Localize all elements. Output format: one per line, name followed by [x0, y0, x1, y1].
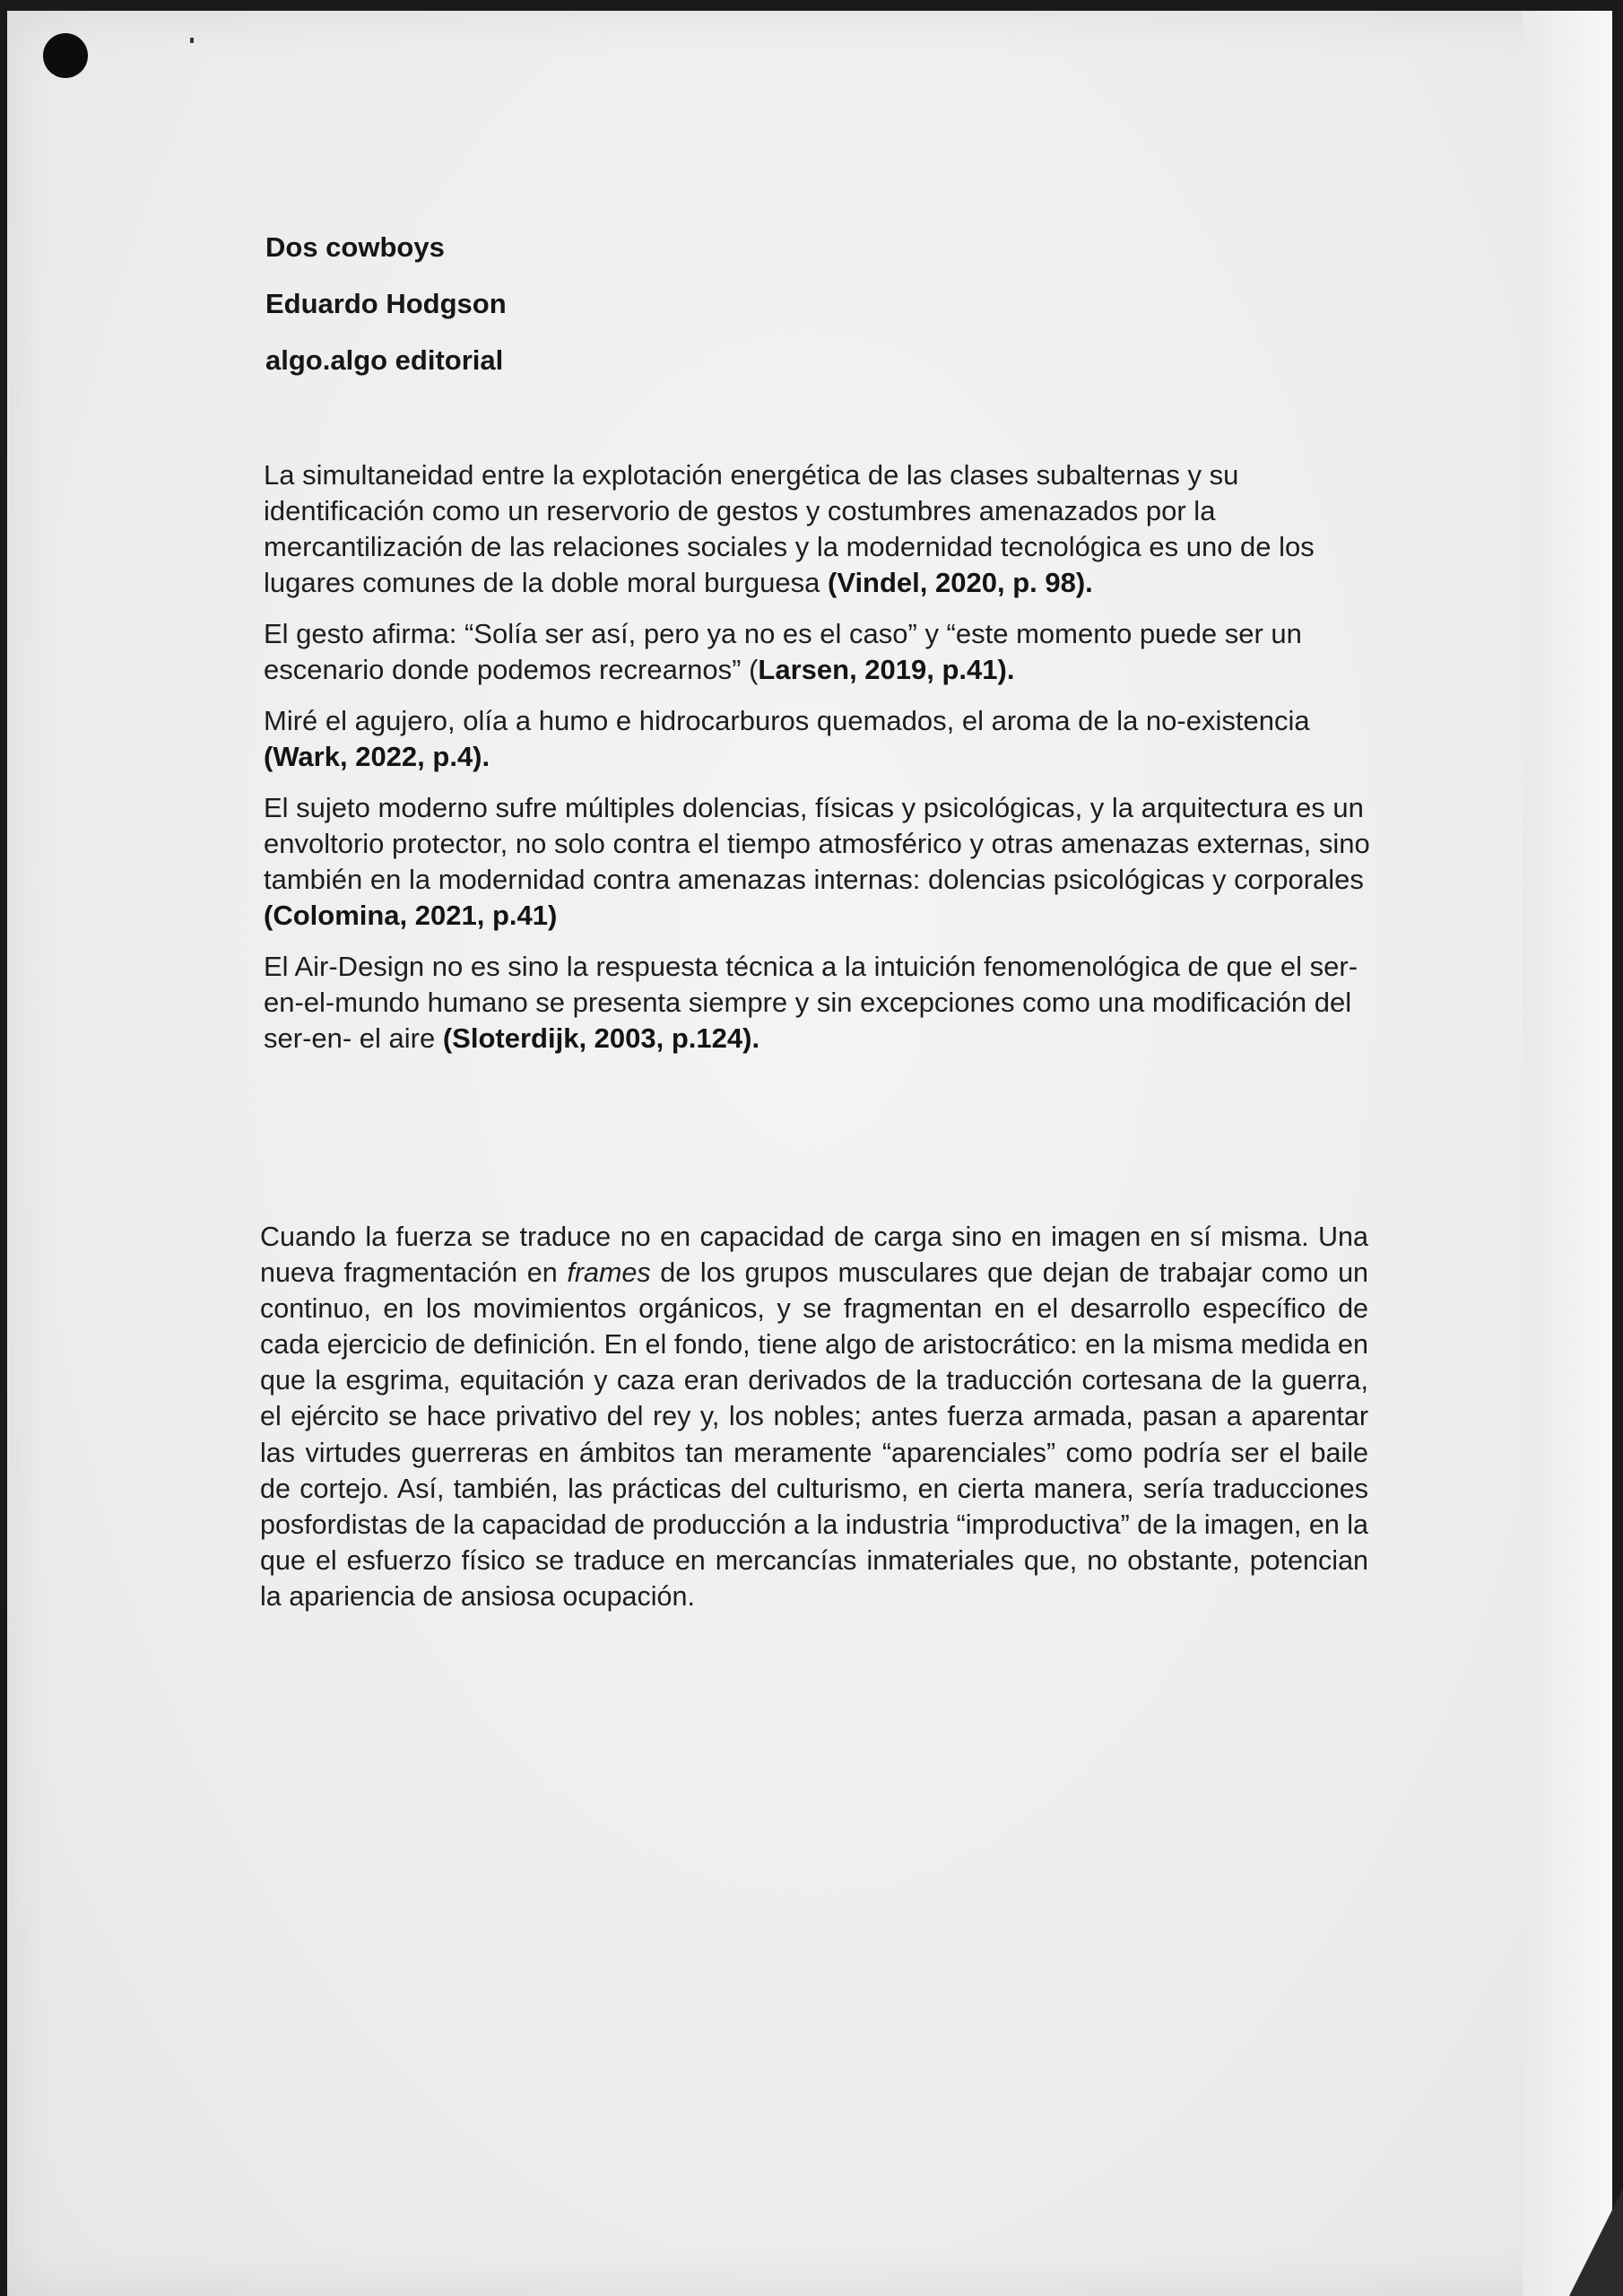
quote-citation: (Wark, 2022, p.4).	[264, 741, 490, 772]
paper-corner	[1569, 2188, 1623, 2296]
quote-text: El sujeto moderno sufre múltiples dolencias, físicas y psicológicas, y la arquitectura es un envoltorio protector, no solo contra el tiempo atmosférico y otras amenazas externas, sino también en la modernidad contra amenazas internas: dolencias psicológicas y corporales	[264, 792, 1370, 895]
essay-text-rest: de los grupos musculares que dejan de trabajar como un continuo, en los movimientos orgánicos, y se fragmentan en el desarrollo específico de cada ejercicio de definición. En el fondo, tiene algo de aristocrático: en la misma medida en que la esgrima, equitación y caza eran derivados de la traducción cortesana de la guerra, el ejército se hace privativo del rey y, los nobles; antes fuerza armada, pasan a aparentar las virtudes guerreras en ámbitos tan meramente “aparenciales” como podría ser el baile de cortejo. Así, también, las prácticas del culturismo, en cierta manera, sería traducciones posfordistas de la capacidad de producción a la industria “improductiva” de la imagen, en la que el esfuerzo físico se traduce en mercancías inmateriales que, no obstante, potencian la apariencia de ansiosa ocupación.	[260, 1257, 1368, 1612]
quote-text: La simultaneidad entre la explotación energética de las clases subalternas y su identificación como un reservorio de gestos y costumbres amenazados por la mercantilización de las relaciones sociales y la modernidad tecnológica es uno de los lugares comunes de la doble moral burguesa	[264, 459, 1315, 598]
paper-edge-shading	[1523, 11, 1612, 2296]
quote-text: El gesto afirma: “Solía ser así, pero ya no es el caso” y “este momento puede ser un escenario donde podemos recrearnos” (	[264, 618, 1302, 685]
essay-paragraph	[260, 1219, 1368, 1614]
quote-paragraph	[264, 703, 1376, 775]
essay-italic-term: frames	[567, 1257, 651, 1289]
quote-citation: (Sloterdijk, 2003, p.124).	[442, 1022, 760, 1054]
quote-citation: Larsen, 2019, p.41).	[758, 654, 1015, 685]
essay-text-start: Cuando la fuerza se traduce no en capacidad de carga sino en imagen en sí misma. Una nueva fragmentación en	[260, 1222, 1368, 1289]
quotes-section	[264, 457, 1376, 1072]
document-header	[265, 226, 1072, 396]
quote-paragraph	[264, 457, 1376, 601]
quote-text: Miré el agujero, olía a humo e hidrocarburos quemados, el aroma de la no-existencia	[264, 705, 1310, 736]
quote-paragraph	[264, 616, 1376, 688]
scan-speck	[190, 38, 194, 43]
punch-hole	[43, 33, 88, 78]
quote-text: El Air-Design no es sino la respuesta técnica a la intuición fenomenológica de que el ser-en-el-mundo humano se presenta siempre y sin excepciones como una modificación del ser-en- el aire	[264, 951, 1358, 1054]
publisher-name: algo.algo editorial	[265, 344, 504, 376]
author-name: Eduardo Hodgson	[265, 288, 507, 319]
book-title: Dos cowboys	[265, 231, 445, 263]
quote-citation: (Vindel, 2020, p. 98).	[828, 567, 1093, 598]
quote-citation: (Colomina, 2021, p.41)	[264, 900, 558, 931]
quote-paragraph	[264, 790, 1376, 934]
quote-paragraph	[264, 949, 1376, 1057]
